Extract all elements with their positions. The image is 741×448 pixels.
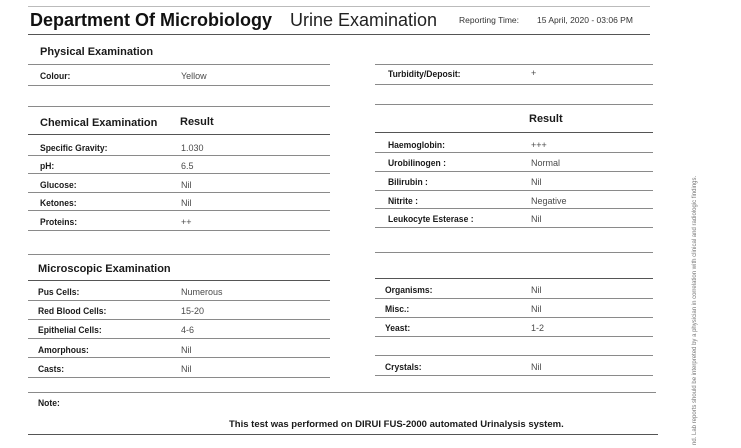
side-disclaimer: nd. Lab reports should be interpreted by a physician in correlation with clinical and radiologic findings. [692,175,698,445]
physical-section-title: Physical Examination [40,46,154,58]
note-text [229,419,564,430]
note-text-prefix: This test was performed on [229,419,353,430]
epithelial-cells-value: 4-6 [181,325,195,335]
micro-header-rule-left [28,280,330,281]
physical-rule-left [28,64,330,65]
turbidity-label: Turbidity/Deposit: [388,69,461,79]
chem-row-rule [28,155,330,156]
ph-value: 6.5 [181,161,194,171]
chem-row-rule [28,230,330,231]
leukocyte-esterase-value: Nil [531,214,542,224]
micro-row-rule [28,300,330,301]
organisms-value: Nil [531,285,542,295]
casts-label: Casts: [38,364,65,374]
haemoglobin-label: Haemoglobin: [388,140,445,150]
micro-row-rule [375,317,653,318]
micro-row-rule [28,338,330,339]
chemical-top-rule-right [375,104,653,105]
leukocyte-esterase-label: Leukocyte Esterase : [388,214,474,224]
proteins-label: Proteins: [40,217,78,227]
micro-row-rule [375,298,653,299]
amorphous-value: Nil [181,345,192,355]
ph-label: pH: [40,161,55,171]
amorphous-label: Amorphous: [38,345,89,355]
colour-value: Yellow [181,71,207,81]
micro-row-rule [28,357,330,358]
note-label: Note: [38,398,60,408]
bilirubin-value: Nil [531,177,542,187]
chem-row-rule [28,210,330,211]
bilirubin-label: Bilirubin : [388,177,428,187]
micro-header-rule-right [375,278,653,279]
reporting-time-value: 15 April, 2020 - 03:06 PM [537,15,633,25]
micro-row-rule [375,336,653,337]
nitrite-value: Negative [531,196,567,206]
epithelial-cells-label: Epithelial Cells: [38,325,102,335]
chem-row-rule [375,171,653,172]
rbc-label: Red Blood Cells: [38,306,107,316]
header-rule [28,34,650,35]
yeast-value: 1-2 [531,323,545,333]
specific-gravity-label: Specific Gravity: [40,143,108,153]
chemical-header-rule-right [375,132,653,133]
ketones-label: Ketones: [40,198,77,208]
casts-value: Nil [181,364,192,374]
nitrite-label: Nitrite : [388,196,418,206]
urobilinogen-value: Normal [531,158,561,168]
proteins-value: ++ [181,217,192,227]
urobilinogen-label: Urobilinogen : [388,158,446,168]
pus-cells-value: Numerous [181,287,223,297]
haemoglobin-value: +++ [531,140,547,150]
physical-rule-right [375,64,653,65]
glucose-label: Glucose: [40,180,77,190]
misc-value: Nil [531,304,542,314]
physical-row-rule-left [28,85,330,86]
top-rule [28,6,650,7]
misc-label: Misc.: [385,304,410,314]
micro-row-rule [28,319,330,320]
note-system: DIRUI FUS-2000 automated Urinalysis system. [355,419,564,430]
rbc-value: 15-20 [181,306,205,316]
colour-label: Colour: [40,71,71,81]
turbidity-value: + [531,68,537,78]
chem-row-rule [375,152,653,153]
chem-row-rule [375,227,653,228]
micro-row-rule [28,377,330,378]
chem-row-rule [28,173,330,174]
reporting-time-label: Reporting Time: [459,15,519,25]
chemical-header-rule-left [28,134,330,135]
department-title: Department Of Microbiology [30,10,273,30]
chemical-right-result-header: Result [529,113,563,125]
chemical-top-rule-left [28,106,330,107]
physical-row-rule-right [375,84,653,85]
ketones-value: Nil [181,198,192,208]
pus-cells-label: Pus Cells: [38,287,80,297]
crystals-label: Crystals: [385,362,422,372]
micro-top-rule-right [375,252,653,253]
micro-row-rule [375,355,653,356]
yeast-label: Yeast: [385,323,411,333]
chemical-section-title: Chemical Examination [40,117,158,129]
chem-row-rule [28,192,330,193]
chem-row-rule [375,190,653,191]
glucose-value: Nil [181,180,192,190]
test-title: Urine Examination [290,10,438,30]
note-bottom-rule [28,434,658,435]
crystals-value: Nil [531,362,542,372]
chem-row-rule [375,208,653,209]
micro-row-rule [375,375,653,376]
microscopic-section-title: Microscopic Examination [38,263,171,275]
micro-top-rule-left [28,254,330,255]
organisms-label: Organisms: [385,285,433,295]
specific-gravity-value: 1.030 [181,143,204,153]
chemical-result-header: Result [180,116,214,128]
note-top-rule [28,392,656,393]
